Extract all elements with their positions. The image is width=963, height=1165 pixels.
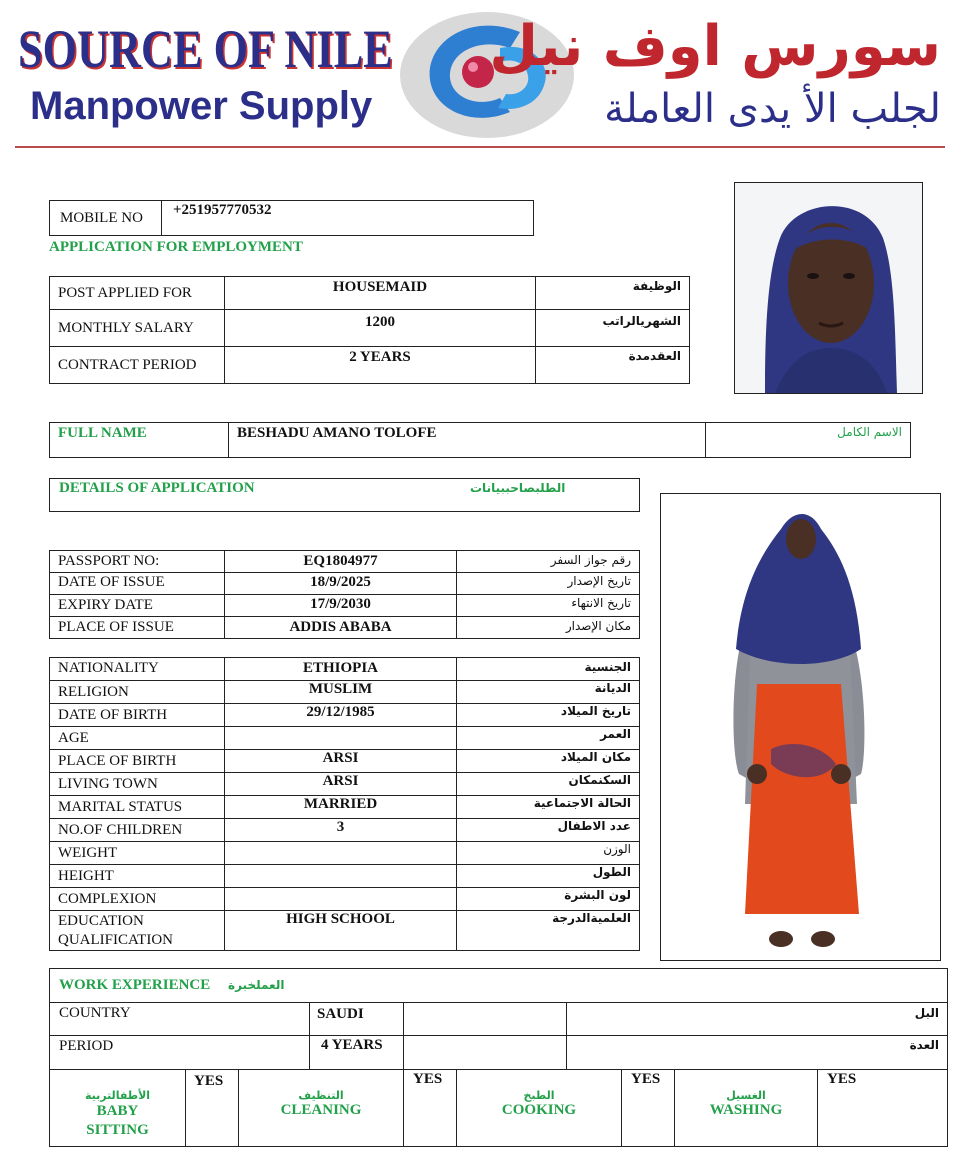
personal-row xyxy=(50,796,640,819)
height-ar: الطول xyxy=(457,865,640,888)
passport-ar: رقم جواز السفر xyxy=(457,551,640,573)
complexion-label: COMPLEXION xyxy=(50,888,225,911)
contract-row xyxy=(50,347,690,384)
company-name-en: SOURCE OF NILE xyxy=(18,19,393,79)
divider xyxy=(309,1002,310,1035)
expiry-row xyxy=(50,595,640,617)
skill-value: YES xyxy=(413,1071,443,1087)
personal-row xyxy=(50,727,640,750)
personal-row xyxy=(50,842,640,865)
education-ar: العلميةالدرجة xyxy=(457,911,640,951)
salary-ar: الشهريالراتب xyxy=(536,310,690,347)
period-ar: العدة xyxy=(909,1038,939,1052)
issue-date-row xyxy=(50,573,640,595)
issue-date-ar: تاريخ الإصدار xyxy=(457,573,640,595)
work-title-row xyxy=(50,969,947,1003)
skill-ar: الغسيل xyxy=(726,1089,766,1102)
post-row xyxy=(50,277,690,310)
marital-ar: الحالة الاجتماعية xyxy=(457,796,640,819)
issue-date-value: 18/9/2025 xyxy=(225,573,457,595)
nationality-value: ETHIOPIA xyxy=(225,658,457,681)
weight-value xyxy=(225,842,457,865)
period-label: PERIOD xyxy=(59,1038,114,1054)
personal-table xyxy=(49,657,640,951)
dob-label: DATE OF BIRTH xyxy=(50,704,225,727)
country-ar: البل xyxy=(914,1006,939,1020)
tagline-ar: لجلب الأ يدى العاملة xyxy=(604,86,941,132)
children-value: 3 xyxy=(225,819,457,842)
dob-value: 29/12/1985 xyxy=(225,704,457,727)
skill-cooking xyxy=(457,1069,621,1146)
passport-label: PASSPORT NO: xyxy=(50,551,225,573)
personal-row xyxy=(50,750,640,773)
complexion-ar: لون البشرة xyxy=(457,888,640,911)
skills-row xyxy=(50,1069,947,1146)
issue-place-value: ADDIS ABABA xyxy=(225,617,457,639)
full-name-label: FULL NAME xyxy=(50,423,229,458)
salary-value: 1200 xyxy=(225,310,536,347)
divider xyxy=(403,1002,404,1035)
issue-place-row xyxy=(50,617,640,639)
skill-ar: الطبخ xyxy=(523,1089,555,1102)
birthplace-label: PLACE OF BIRTH xyxy=(50,750,225,773)
personal-row xyxy=(50,911,640,951)
form-title: APPLICATION FOR EMPLOYMENT xyxy=(49,239,303,255)
divider xyxy=(566,1002,567,1035)
marital-value: MARRIED xyxy=(225,796,457,819)
divider xyxy=(621,1069,622,1146)
skill-en: COOKING xyxy=(501,1102,577,1118)
skill-value: YES xyxy=(827,1071,857,1087)
passport-value: EQ1804977 xyxy=(225,551,457,573)
divider xyxy=(185,1069,186,1146)
personal-row xyxy=(50,681,640,704)
country-row xyxy=(50,1002,947,1036)
divider xyxy=(817,1069,818,1146)
age-label: AGE xyxy=(50,727,225,750)
divider xyxy=(403,1069,404,1146)
dob-ar: تاريخ الميلاد xyxy=(457,704,640,727)
header-divider xyxy=(15,146,945,148)
divider xyxy=(309,1035,310,1069)
personal-row xyxy=(50,888,640,911)
living-town-ar: السكنمكان xyxy=(457,773,640,796)
skill-washing xyxy=(675,1069,817,1146)
skill-en: CLEANING xyxy=(280,1102,362,1118)
full-body-photo xyxy=(660,493,941,961)
country-label: COUNTRY xyxy=(59,1005,131,1021)
weight-label: WEIGHT xyxy=(50,842,225,865)
full-name-ar: الاسم الكامل xyxy=(706,423,911,458)
details-box xyxy=(49,478,640,512)
issue-place-label: PLACE OF ISSUE xyxy=(50,617,225,639)
skill-value: YES xyxy=(194,1073,224,1089)
age-ar: العمر xyxy=(457,727,640,750)
details-label: DETAILS OF APPLICATION xyxy=(59,480,255,496)
work-title: WORK EXPERIENCE xyxy=(59,977,211,993)
expiry-value: 17/9/2030 xyxy=(225,595,457,617)
skill-ar: الأطفالتربية xyxy=(84,1089,151,1102)
period-row xyxy=(50,1035,947,1070)
skill-ar: التنظيف xyxy=(298,1089,344,1102)
mobile-value: +251957770532 xyxy=(173,202,272,218)
expiry-ar: تاريخ الانتهاء xyxy=(457,595,640,617)
children-ar: عدد الاطفال xyxy=(457,819,640,842)
company-name-ar: سورس اوف نيل xyxy=(489,14,941,79)
skill-en: BABY SITTING xyxy=(86,1103,149,1138)
weight-ar: الوزن xyxy=(457,842,640,865)
mobile-box xyxy=(49,200,534,236)
skill-cleaning xyxy=(239,1069,403,1146)
passport-table xyxy=(49,550,640,639)
height-label: HEIGHT xyxy=(50,865,225,888)
contract-value: 2 YEARS xyxy=(225,347,536,384)
full-name-value: BESHADU AMANO TOLOFE xyxy=(229,423,706,458)
mobile-label: MOBILE NO xyxy=(60,210,143,226)
birthplace-value: ARSI xyxy=(225,750,457,773)
nationality-label: NATIONALITY xyxy=(50,658,225,681)
post-ar: الوظيفة xyxy=(536,277,690,310)
salary-row xyxy=(50,310,690,347)
children-label: NO.OF CHILDREN xyxy=(50,819,225,842)
post-table xyxy=(49,276,690,384)
birthplace-ar: مكان الميلاد xyxy=(457,750,640,773)
religion-value: MUSLIM xyxy=(225,681,457,704)
education-label: EDUCATION QUALIFICATION xyxy=(50,911,225,951)
contract-label: CONTRACT PERIOD xyxy=(50,347,225,384)
full-name-row xyxy=(50,423,911,458)
personal-row xyxy=(50,704,640,727)
height-value xyxy=(225,865,457,888)
tagline-en: Manpower Supply xyxy=(30,84,373,128)
header xyxy=(0,0,963,150)
work-title-ar: العملخبرة xyxy=(228,978,285,992)
skill-value: YES xyxy=(631,1071,661,1087)
personal-row xyxy=(50,865,640,888)
personal-row xyxy=(50,819,640,842)
work-experience-box xyxy=(49,968,948,1147)
passport-row xyxy=(50,551,640,573)
issue-date-label: DATE OF ISSUE xyxy=(50,573,225,595)
religion-label: RELIGION xyxy=(50,681,225,704)
full-name-table xyxy=(49,422,911,458)
divider xyxy=(403,1035,404,1069)
divider xyxy=(566,1035,567,1069)
living-town-value: ARSI xyxy=(225,773,457,796)
country-value: SAUDI xyxy=(317,1006,364,1022)
personal-row xyxy=(50,658,640,681)
portrait-photo xyxy=(734,182,923,394)
education-value: HIGH SCHOOL xyxy=(225,911,457,951)
age-value xyxy=(225,727,457,750)
living-town-label: LIVING TOWN xyxy=(50,773,225,796)
details-ar: الطلبصاحببيانات xyxy=(470,481,566,495)
period-value: 4 YEARS xyxy=(321,1037,383,1053)
post-value: HOUSEMAID xyxy=(225,277,536,310)
post-label: POST APPLIED FOR xyxy=(50,277,225,310)
contract-ar: العقدمدة xyxy=(536,347,690,384)
salary-label: MONTHLY SALARY xyxy=(50,310,225,347)
religion-ar: الديانة xyxy=(457,681,640,704)
marital-label: MARITAL STATUS xyxy=(50,796,225,819)
skill-en: WASHING xyxy=(709,1102,783,1118)
nationality-ar: الجنسية xyxy=(457,658,640,681)
skill-baby-sitting xyxy=(50,1069,185,1146)
complexion-value xyxy=(225,888,457,911)
expiry-label: EXPIRY DATE xyxy=(50,595,225,617)
issue-place-ar: مكان الإصدار xyxy=(457,617,640,639)
personal-row xyxy=(50,773,640,796)
